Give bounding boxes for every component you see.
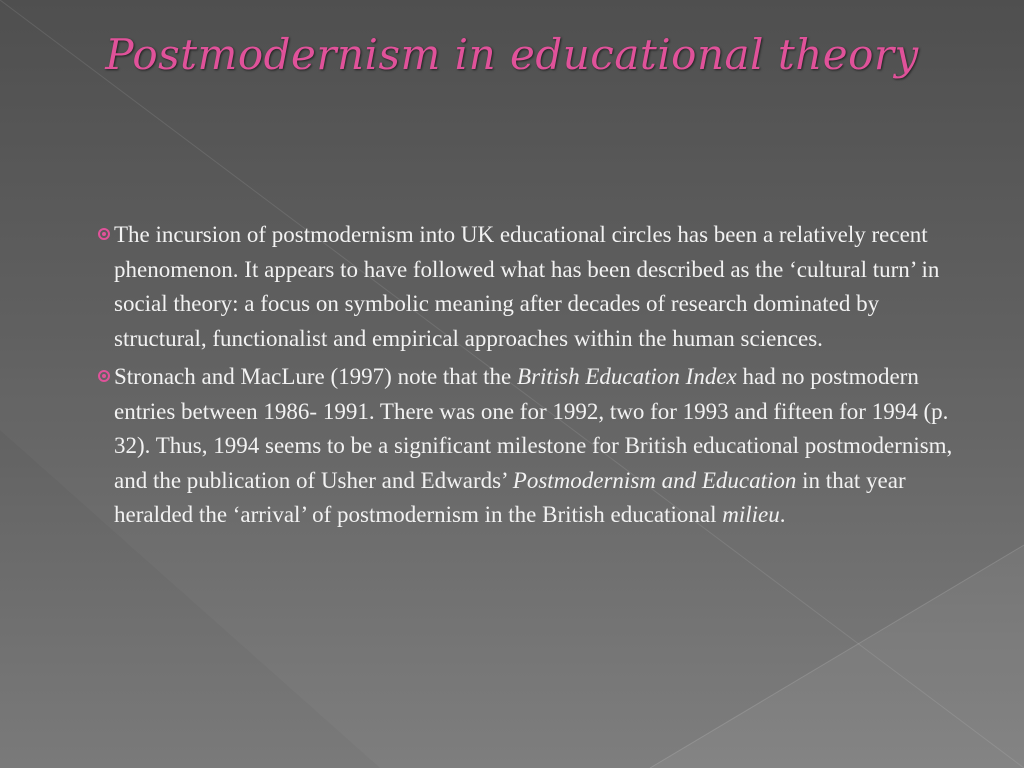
bullet-item	[98, 218, 970, 356]
circled-dot-icon	[98, 228, 110, 240]
circled-dot-icon	[98, 370, 110, 382]
bullet-text	[114, 364, 952, 527]
bullet-text-segment: Stronach and MacLure (1997) note that the	[114, 364, 518, 389]
bullet-text-italic: milieu	[722, 502, 780, 527]
bullet-text-title-italic: Postmodernism and Education	[512, 467, 797, 493]
bullet-list	[98, 218, 970, 537]
bullet-item	[98, 360, 970, 533]
bullet-text-segment: in that year heralded the ‘arrival’ of postmodernism in the British educational	[114, 467, 906, 527]
bullet-text	[114, 222, 939, 351]
slide-title: Postmodernism in educational theory	[105, 30, 919, 79]
bullet-text-segment: had no postmodern entries between 1986- 1991. There was one for 1992, two for 1993 and fifteen for 1994 (p. 32). Thus, 1994 seems to be a significant milestone for British educational postmodernism, and the publication of Usher and Edwards’	[114, 364, 953, 493]
bullet-text-title-italic: British Education Index	[517, 364, 737, 389]
bullet-text-segment: .	[779, 502, 786, 527]
bullet-text-segment: The incursion of postmodernism into UK educational circles has been a relatively recent phenomenon. It appears to have followed what has been described as the ‘cultural turn’ in social theory: a focus on symbolic meaning after decades of research dominated by structural, functionalist and empirical approaches within the human sciences.	[114, 222, 940, 351]
